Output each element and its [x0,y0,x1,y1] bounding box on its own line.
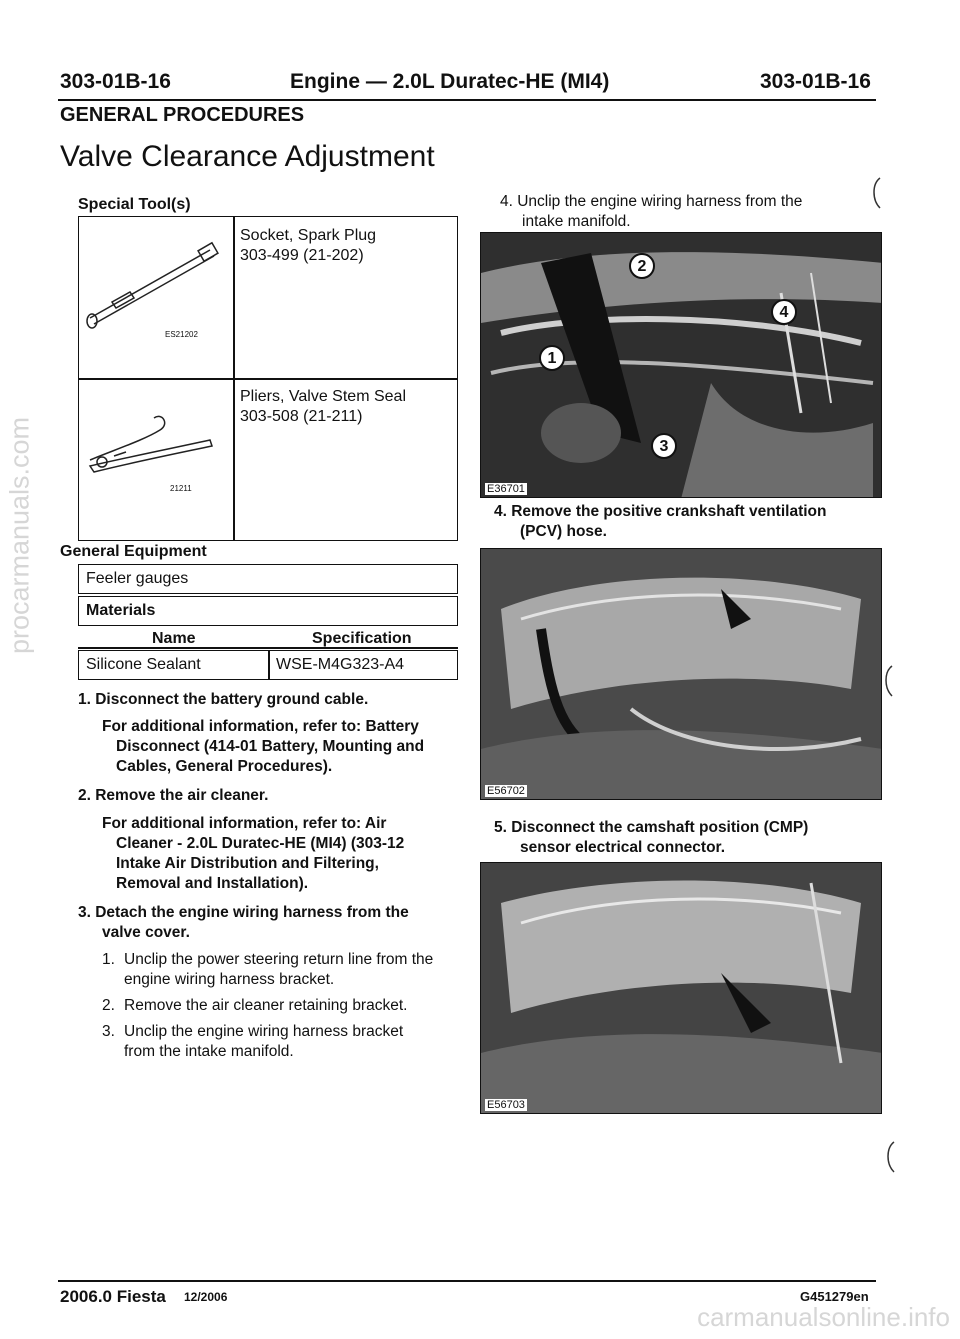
materials-col-spec: Specification [312,630,412,647]
figure-1-code: E36701 [487,483,525,495]
material-name: Silicone Sealant [86,656,201,673]
substep-2-number: 2. [102,997,115,1014]
engine-photo-3 [480,862,882,1114]
substep-1-line-1: Unclip the power steering return line from the [124,951,434,968]
callout-4: 4 [771,299,797,325]
substep-4-line-1: 4. Unclip the engine wiring harness from the [500,193,803,210]
punch-hole-mark [866,176,886,210]
tool-2-number: 303-508 (21-211) [240,408,363,425]
engine-photo-2 [480,548,882,800]
spark-plug-socket-icon [82,240,228,330]
callout-3: 3 [651,433,677,459]
footer-doc-code: G451279en [800,1289,869,1304]
figure-3-code: E56703 [487,1099,525,1111]
substep-3-number: 3. [102,1023,115,1040]
step-2: 2. Remove the air cleaner. [78,787,269,804]
step-2-ref-line-4: Removal and Installation). [116,875,309,892]
substep-1-line-2: engine wiring harness bracket. [124,971,335,988]
pliers-icon [84,400,224,480]
step-1: 1. Disconnect the battery ground cable. [78,691,369,708]
materials-col-name: Name [152,630,196,647]
step-2-ref-line-1: For additional information, refer to: Air [102,815,387,832]
header-right-code: 303-01B-16 [760,70,871,93]
step-4-line-2: (PCV) hose. [520,523,607,540]
side-watermark: procarmanuals.com [4,416,35,655]
special-tools-heading: Special Tool(s) [78,196,191,213]
step-4-line-1: 4. Remove the positive crankshaft ventilation [494,503,827,520]
step-3-line-2: valve cover. [102,924,190,941]
substep-4-line-2: intake manifold. [522,213,631,230]
substep-3-line-1: Unclip the engine wiring harness bracket [124,1023,404,1040]
equipment-item: Feeler gauges [86,570,189,587]
substep-1-number: 1. [102,951,115,968]
engine-photo-1 [480,232,882,498]
header-title: Engine — 2.0L Duratec-HE (MI4) [290,70,610,93]
substep-3-line-2: from the intake manifold. [124,1043,294,1060]
tool-2-image-code: 21211 [170,484,192,493]
footer-edition: 2006.0 Fiesta [60,1287,166,1306]
punch-hole-mark-2 [878,664,898,698]
materials-header-rule [78,647,458,649]
step-2-ref-line-2: Cleaner - 2.0L Duratec-HE (MI4) (303-12 [116,835,405,852]
step-3-line-1: 3. Detach the engine wiring harness from the [78,904,409,921]
general-equipment-heading: General Equipment [60,543,207,560]
header-rule [58,99,876,101]
tool-1-number: 303-499 (21-202) [240,247,364,264]
tool-1-image-code: ES21202 [165,330,198,339]
step-1-ref-line-1: For additional information, refer to: Battery [102,718,419,735]
callout-2: 2 [629,253,655,279]
material-spec: WSE-M4G323-A4 [276,656,405,673]
step-5-line-2: sensor electrical connector. [520,839,726,856]
header-left-code: 303-01B-16 [60,70,171,93]
footer-date: 12/2006 [184,1290,228,1304]
substep-2-line-1: Remove the air cleaner retaining bracket. [124,997,408,1014]
step-2-ref-line-3: Intake Air Distribution and Filtering, [116,855,379,872]
tool-1-name: Socket, Spark Plug [240,227,377,244]
materials-col-divider [268,650,270,680]
punch-hole-mark-3 [880,1140,900,1174]
step-1-ref-line-3: Cables, General Procedures). [116,758,333,775]
bottom-watermark: carmanualsonline.info [697,1302,950,1332]
figure-2-code: E56702 [487,785,525,797]
callout-1: 1 [539,345,565,371]
materials-heading: Materials [86,602,156,619]
footer-rule [58,1280,876,1282]
step-5-line-1: 5. Disconnect the camshaft position (CMP) [494,819,809,836]
step-1-ref-line-2: Disconnect (414-01 Battery, Mounting and [116,738,425,755]
tools-row-divider [78,378,458,380]
tool-2-name: Pliers, Valve Stem Seal [240,388,406,405]
page-title: Valve Clearance Adjustment [60,140,435,173]
section-heading: GENERAL PROCEDURES [60,104,305,126]
